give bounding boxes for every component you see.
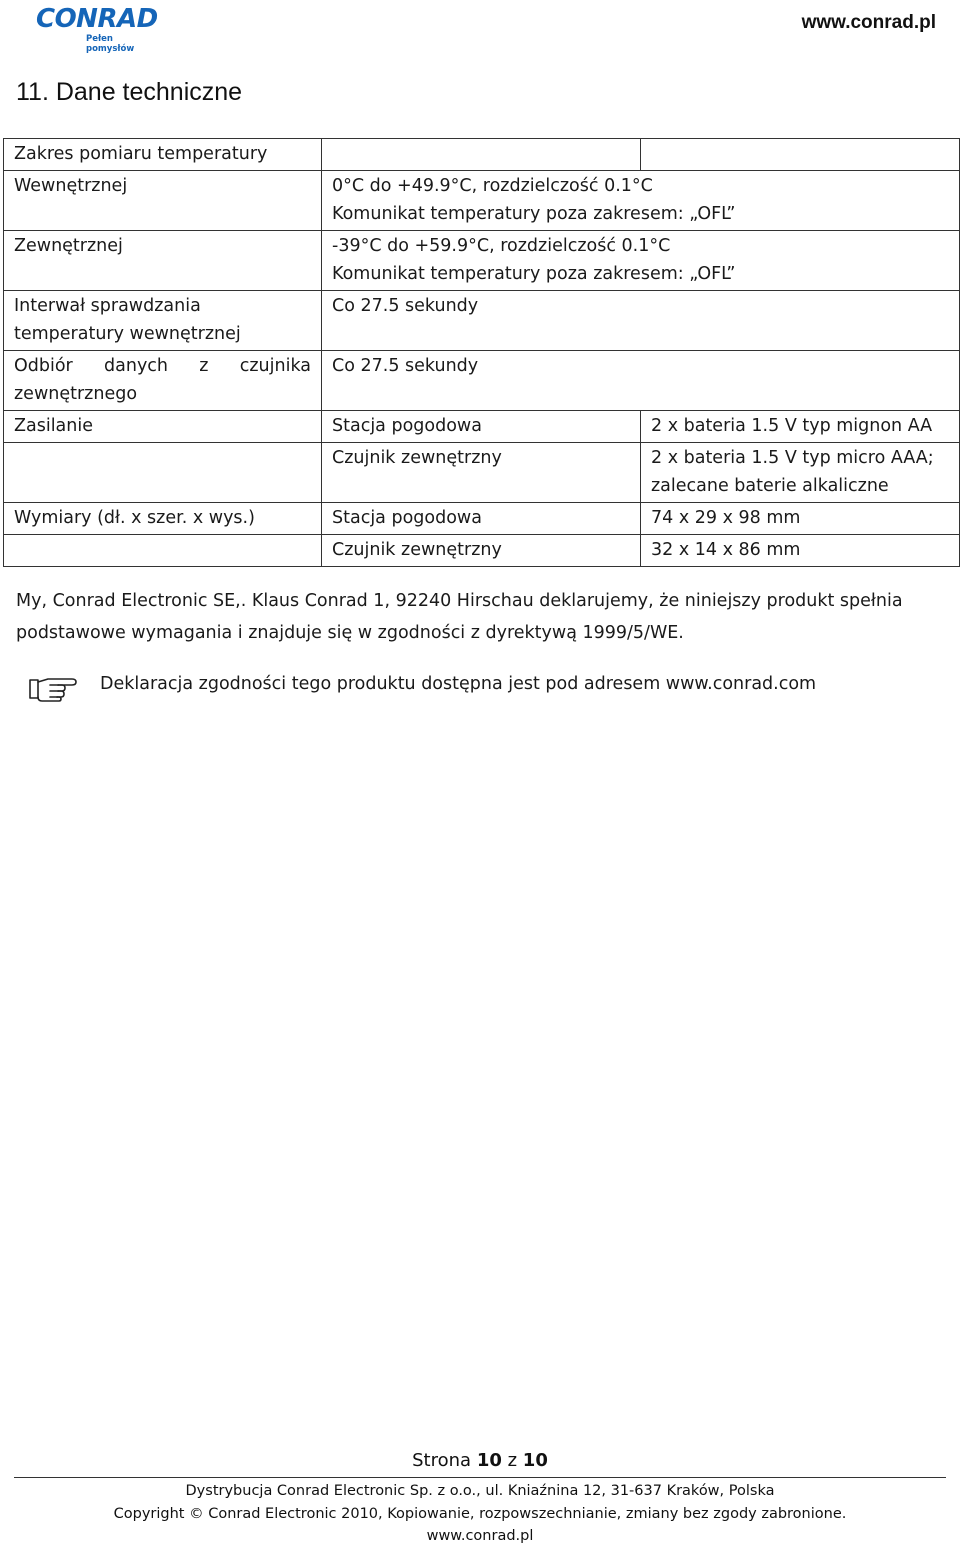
power-station-value: 2 x bateria 1.5 V typ mignon AA	[641, 411, 960, 443]
power-sensor-value	[641, 443, 960, 503]
table-row	[4, 503, 960, 535]
reception-value: Co 27.5 sekundy	[322, 351, 960, 411]
outdoor-value	[322, 231, 960, 291]
dimensions-label: Wymiary (dł. x szer. x wys.)	[4, 503, 322, 535]
table-row	[4, 443, 960, 503]
indoor-ofl-text: Komunikat temperatury poza zakresem: „OFL”	[332, 204, 736, 224]
pointing-hand-icon	[28, 672, 78, 702]
interval-label	[4, 291, 322, 351]
table-cell-empty	[4, 535, 322, 567]
table-row	[4, 351, 960, 411]
header-site-url[interactable]: www.conrad.pl	[801, 12, 936, 33]
outdoor-ofl-text: Komunikat temperatury poza zakresem: „OFL”	[332, 264, 736, 284]
declaration-availability[interactable]: Deklaracja zgodności tego produktu dostępna jest pod adresem www.conrad.com	[100, 674, 817, 694]
interval-label-line2: temperatury wewnętrznej	[14, 324, 241, 344]
footer-divider	[14, 1477, 946, 1478]
reception-label-line2: zewnętrznego	[14, 384, 138, 404]
dimensions-sensor-value: 32 x 14 x 86 mm	[641, 535, 960, 567]
table-row	[4, 139, 960, 171]
outdoor-label: Zewnętrznej	[4, 231, 322, 291]
page-current: 10	[476, 1450, 502, 1471]
power-sensor-line1: 2 x bateria 1.5 V typ micro AAA;	[651, 448, 934, 468]
conrad-logo[interactable]	[32, 4, 158, 54]
indoor-range-text: 0°C do +49.9°C, rozdzielczość 0.1°C	[332, 176, 653, 196]
page-total: 10	[522, 1450, 548, 1471]
page-prefix: Strona	[412, 1450, 472, 1471]
outdoor-range-text: -39°C do +59.9°C, rozdzielczość 0.1°C	[332, 236, 671, 256]
table-row	[4, 231, 960, 291]
dimensions-station-label: Stacja pogodowa	[322, 503, 641, 535]
power-station-label: Stacja pogodowa	[322, 411, 641, 443]
technical-data-table	[3, 138, 960, 567]
indoor-label: Wewnętrznej	[4, 171, 322, 231]
interval-value: Co 27.5 sekundy	[322, 291, 960, 351]
conformity-declaration: My, Conrad Electronic SE,. Klaus Conrad 1, 92240 Hirschau deklarujemy, że niniejszy produkt spełnia podstawowe wymagania i znajduje się w zgodności z dyrektywą 1999/5/WE.	[16, 591, 903, 643]
footer-url[interactable]: www.conrad.pl	[426, 1528, 534, 1544]
power-label: Zasilanie	[4, 411, 322, 443]
page-separator: z	[507, 1450, 518, 1471]
table-row	[4, 171, 960, 231]
footer-distributor: Dystrybucja Conrad Electronic Sp. z o.o., ul. Kniaźnina 12, 31-637 Kraków, Polska	[185, 1483, 775, 1499]
reception-label-line1: Odbiór danych z czujnika	[14, 356, 311, 376]
page-number	[0, 1450, 960, 1471]
table-row	[4, 291, 960, 351]
page-header	[0, 0, 960, 60]
reception-label	[4, 351, 322, 411]
table-cell-empty	[641, 139, 960, 171]
power-sensor-line2: zalecane baterie alkaliczne	[651, 476, 889, 496]
temp-range-label: Zakres pomiaru temperatury	[4, 139, 322, 171]
indoor-value	[322, 171, 960, 231]
logo-wordmark: CONRAD	[36, 4, 158, 34]
table-cell-empty	[322, 139, 641, 171]
table-row	[4, 535, 960, 567]
table-cell-empty	[4, 443, 322, 503]
section-title: 11. Dane techniczne	[16, 78, 243, 106]
logo-tagline: Pełen pomysłów	[86, 34, 135, 54]
interval-label-line1: Interwał sprawdzania	[14, 296, 201, 316]
dimensions-station-value: 74 x 29 x 98 mm	[641, 503, 960, 535]
power-sensor-label: Czujnik zewnętrzny	[322, 443, 641, 503]
footer-copyright: Copyright © Conrad Electronic 2010, Kopiowanie, rozpowszechnianie, zmiany bez zgody zabronione.	[113, 1506, 847, 1522]
dimensions-sensor-label: Czujnik zewnętrzny	[322, 535, 641, 567]
table-row	[4, 411, 960, 443]
